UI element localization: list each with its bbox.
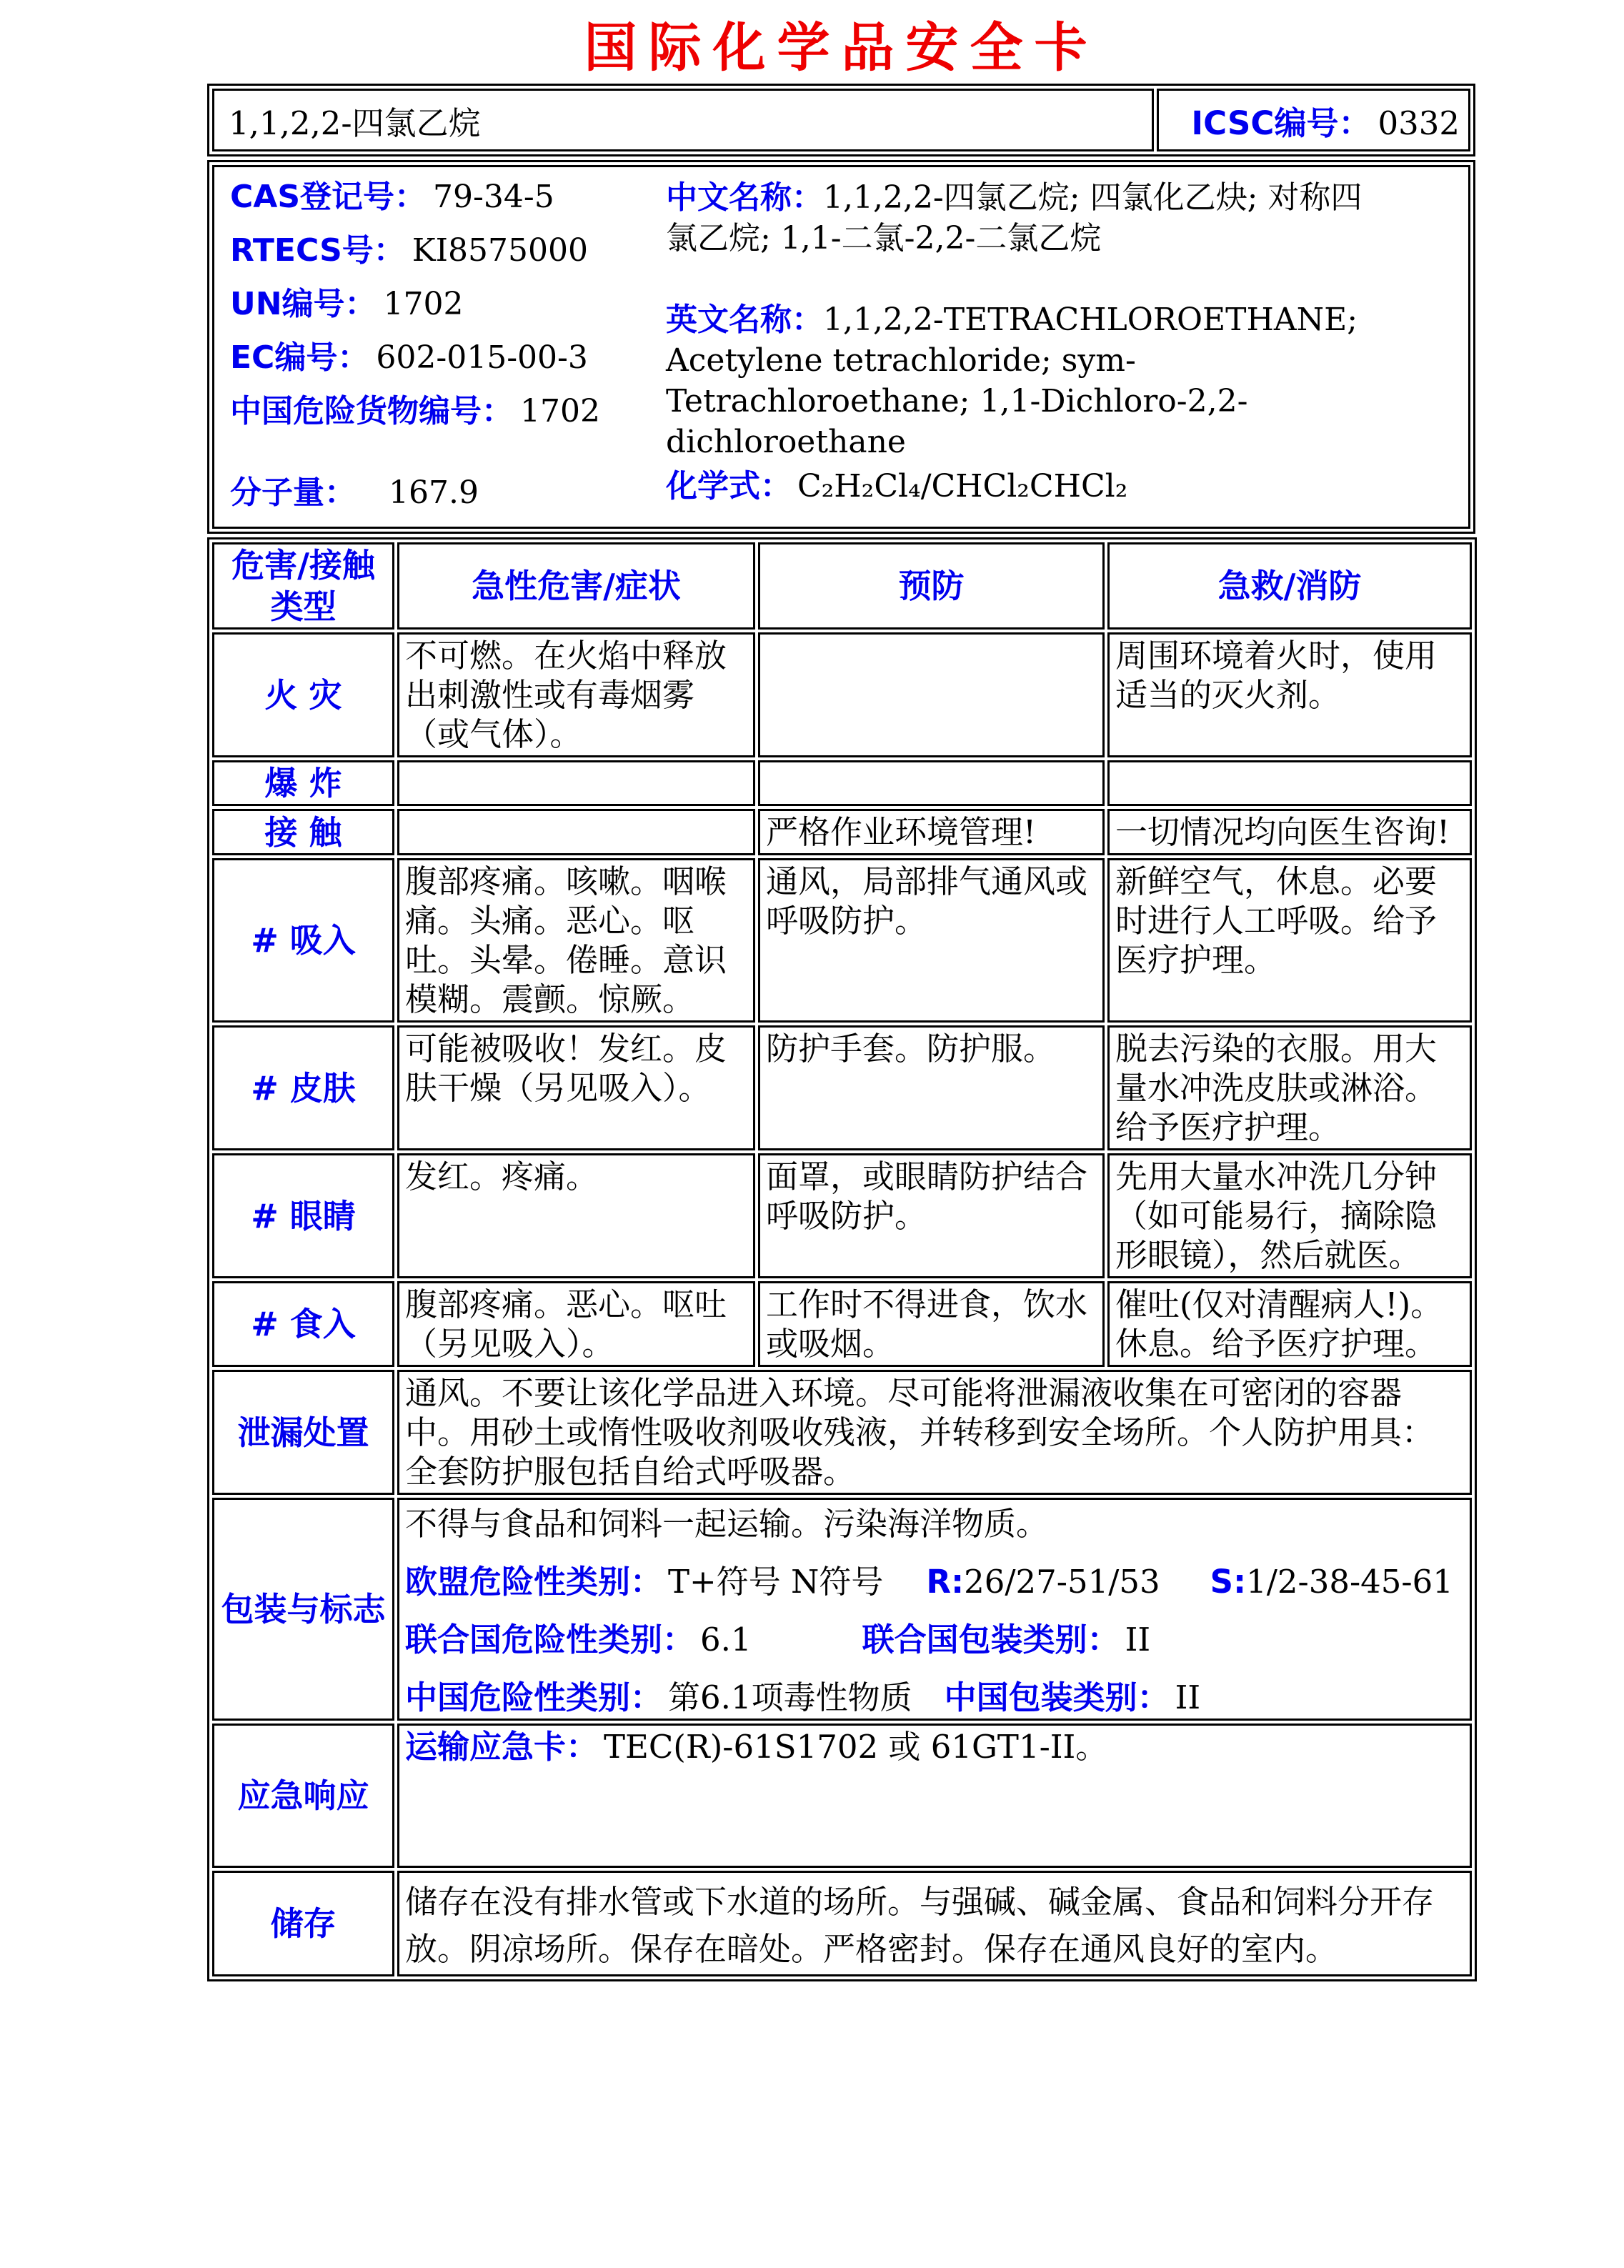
row-label-fire: 火 灾 [212, 632, 394, 757]
un-class-value: 6.1 [700, 1621, 752, 1658]
inhalation-firstaid: 新鲜空气，休息。必要时进行人工呼吸。给予医疗护理。 [1107, 858, 1472, 1023]
identifiers-table [207, 160, 1475, 534]
exposure-prevention: 严格作业环境管理! [758, 809, 1105, 855]
spillage-content: 通风。不要让该化学品进入环境。尽可能将泄漏液收集在可密闭的容器中。用砂土或惰性吸收剂吸收残液，并转移到安全场所。个人防护用具：全套防护服包括自给式呼吸器。 [397, 1370, 1472, 1495]
cn-class-label: 中国危险性类别： [405, 1678, 663, 1716]
identifiers-row [212, 165, 1470, 529]
cn-dg-value: 1702 [520, 393, 600, 429]
packaging-transport-note: 不得与食品和饲料一起运输。污染海洋物质。 [405, 1505, 1049, 1543]
cn-pack-label: 中国包装类别： [944, 1678, 1170, 1716]
header-prevention: 预防 [758, 542, 1105, 630]
ec-label: EC编号： [230, 339, 369, 376]
cas-number-line [230, 177, 666, 217]
section-label-storage: 储存 [212, 1871, 394, 1976]
un-number-line [230, 284, 666, 324]
packaging-cn-line [405, 1678, 1464, 1717]
page-title: 国际化学品安全卡 [584, 17, 1099, 79]
eyes-prevention: 面罩，或眼睛防护结合呼吸防护。 [758, 1153, 1105, 1278]
hazard-row-ingestion [212, 1281, 1472, 1367]
row-label-eyes: # 眼睛 [212, 1153, 394, 1278]
rtecs-number-line [230, 231, 666, 271]
hazard-row-inhalation [212, 858, 1472, 1023]
skin-firstaid: 脱去污染的衣服。用大量水冲洗皮肤或淋浴。给予医疗护理。 [1107, 1025, 1472, 1150]
row-label-ingestion: # 食入 [212, 1281, 394, 1367]
cas-value: 79-34-5 [433, 179, 554, 215]
formula-value: C₂H₂Cl₄/CHCl₂CHCl₂ [797, 468, 1128, 504]
section-label-spillage: 泄漏处置 [212, 1370, 394, 1495]
cas-label: CAS登记号： [230, 179, 427, 215]
skin-prevention: 防护手套。防护服。 [758, 1025, 1105, 1150]
inhalation-symptoms: 腹部疼痛。咳嗽。咽喉痛。头痛。恶心。呕吐。头晕。倦睡。意识模糊。震颤。惊厥。 [397, 858, 755, 1023]
section-label-emergency: 应急响应 [212, 1724, 394, 1868]
icsc-number-value: 0332 [1378, 104, 1460, 142]
skin-symptoms: 可能被吸收！发红。皮肤干燥（另见吸入）。 [397, 1025, 755, 1150]
hazard-row-exposure [212, 809, 1472, 855]
name-header-table [207, 84, 1475, 156]
header-firstaid-firefighting: 急救/消防 [1107, 542, 1472, 630]
name-header-row [212, 89, 1470, 151]
ingestion-prevention: 工作时不得进食，饮水或吸烟。 [758, 1281, 1105, 1367]
fire-firstaid: 周围环境着火时，使用适当的灭火剂。 [1107, 632, 1472, 757]
document-content [207, 0, 1475, 1981]
eu-class-label: 欧盟危险性类别： [405, 1563, 663, 1601]
s-phrases-label: S: [1210, 1563, 1247, 1601]
cn-name-value: 1,1,2,2-四氯乙烷; 四氯化乙炔; 对称四氯乙烷; 1,1-二氯-2,2-二氯乙烷 [666, 179, 1363, 257]
hazard-row-skin [212, 1025, 1472, 1150]
ingestion-firstaid: 催吐(仅对清醒病人!)。休息。给予医疗护理。 [1107, 1281, 1472, 1367]
eu-class-value: T+符号 N符号 [668, 1563, 884, 1601]
packaging-eu-line [405, 1562, 1464, 1601]
molw-label: 分子量： [230, 474, 356, 511]
molecular-weight-line [230, 473, 666, 513]
english-name-paragraph [666, 299, 1380, 462]
identifiers-cell [212, 165, 1470, 529]
identifiers-layout [214, 177, 1468, 527]
emergency-content [397, 1724, 1472, 1868]
inhalation-prevention: 通风，局部排气通风或呼吸防护。 [758, 858, 1105, 1023]
icsc-number-label: ICSC编号： [1191, 104, 1371, 142]
icsc-number-cell [1157, 89, 1470, 151]
exposure-firstaid: 一切情况均向医生咨询! [1107, 809, 1472, 855]
explosion-prevention [758, 760, 1105, 806]
un-label: UN编号： [230, 286, 377, 322]
fire-prevention [758, 632, 1105, 757]
terc-label: 运输应急卡： [405, 1728, 599, 1766]
row-label-explosion: 爆 炸 [212, 760, 394, 806]
exposure-symptoms [397, 809, 755, 855]
hazard-row-fire [212, 632, 1472, 757]
fire-symptoms: 不可燃。在火焰中释放出刺激性或有毒烟雾（或气体）。 [397, 632, 755, 757]
section-row-packaging [212, 1498, 1472, 1721]
en-name-value: 1,1,2,2-TETRACHLOROETHANE; Acetylene tetrachloride; sym-Tetrachloroethane; 1,1-Dichloro-2,2-dichloroethane [666, 302, 1358, 460]
hazard-row-explosion [212, 760, 1472, 806]
cn-class-value: 第6.1项毒性物质 [668, 1678, 912, 1716]
formula-label: 化学式： [666, 468, 792, 504]
header-hazard-type: 危害/接触类型 [212, 542, 394, 630]
registry-numbers-column [214, 177, 666, 527]
packaging-un-line [405, 1620, 1464, 1659]
r-phrases-label: R: [926, 1563, 965, 1601]
section-label-packaging: 包装与标志 [212, 1498, 394, 1721]
r-phrases-value: 26/27-51/53 [964, 1563, 1160, 1601]
ec-value: 602-015-00-3 [376, 339, 588, 376]
cn-name-label: 中文名称： [666, 179, 823, 216]
hazard-row-eyes [212, 1153, 1472, 1278]
ingestion-symptoms: 腹部疼痛。恶心。呕吐（另见吸入）。 [397, 1281, 755, 1367]
en-name-label: 英文名称： [666, 302, 823, 338]
storage-content: 储存在没有排水管或下水道的场所。与强碱、碱金属、食品和饲料分开存放。阴凉场所。保存在暗处。严格密封。保存在通风良好的室内。 [397, 1871, 1472, 1976]
un-class-label: 联合国危险性类别： [405, 1621, 695, 1658]
row-label-skin: # 皮肤 [212, 1025, 394, 1150]
terc-value: TEC(R)-61S1702 或 61GT1-II。 [604, 1728, 1108, 1766]
molw-value: 167.9 [389, 474, 479, 511]
hazard-table [207, 537, 1477, 1981]
row-label-exposure: 接 触 [212, 809, 394, 855]
cn-dg-label: 中国危险货物编号： [230, 393, 513, 429]
section-row-spillage [212, 1370, 1472, 1495]
section-row-storage [212, 1871, 1472, 1976]
un-pack-label: 联合国包装类别： [862, 1621, 1120, 1658]
rtecs-value: KI8575000 [412, 232, 588, 269]
ec-number-line [230, 338, 666, 378]
formula-line [666, 466, 1380, 507]
header-acute-symptoms: 急性危害/症状 [397, 542, 755, 630]
section-row-emergency [212, 1724, 1472, 1868]
cn-pack-value: II [1175, 1678, 1201, 1716]
hazard-header-row [212, 542, 1472, 630]
explosion-symptoms [397, 760, 755, 806]
explosion-firstaid [1107, 760, 1472, 806]
chinese-name-paragraph [666, 177, 1380, 259]
cn-dg-number-line [230, 392, 666, 432]
names-column [666, 177, 1380, 527]
rtecs-label: RTECS号： [230, 232, 405, 269]
eyes-firstaid: 先用大量水冲洗几分钟（如可能易行，摘除隐形眼镜），然后就医。 [1107, 1153, 1472, 1278]
packaging-content [397, 1498, 1472, 1721]
s-phrases-value: 1/2-38-45-61 [1246, 1563, 1453, 1601]
chemical-name: 1,1,2,2-四氯乙烷 [212, 89, 1154, 151]
row-label-inhalation: # 吸入 [212, 858, 394, 1023]
un-value: 1702 [383, 286, 464, 322]
un-pack-value: II [1125, 1621, 1151, 1658]
eyes-symptoms: 发红。疼痛。 [397, 1153, 755, 1278]
